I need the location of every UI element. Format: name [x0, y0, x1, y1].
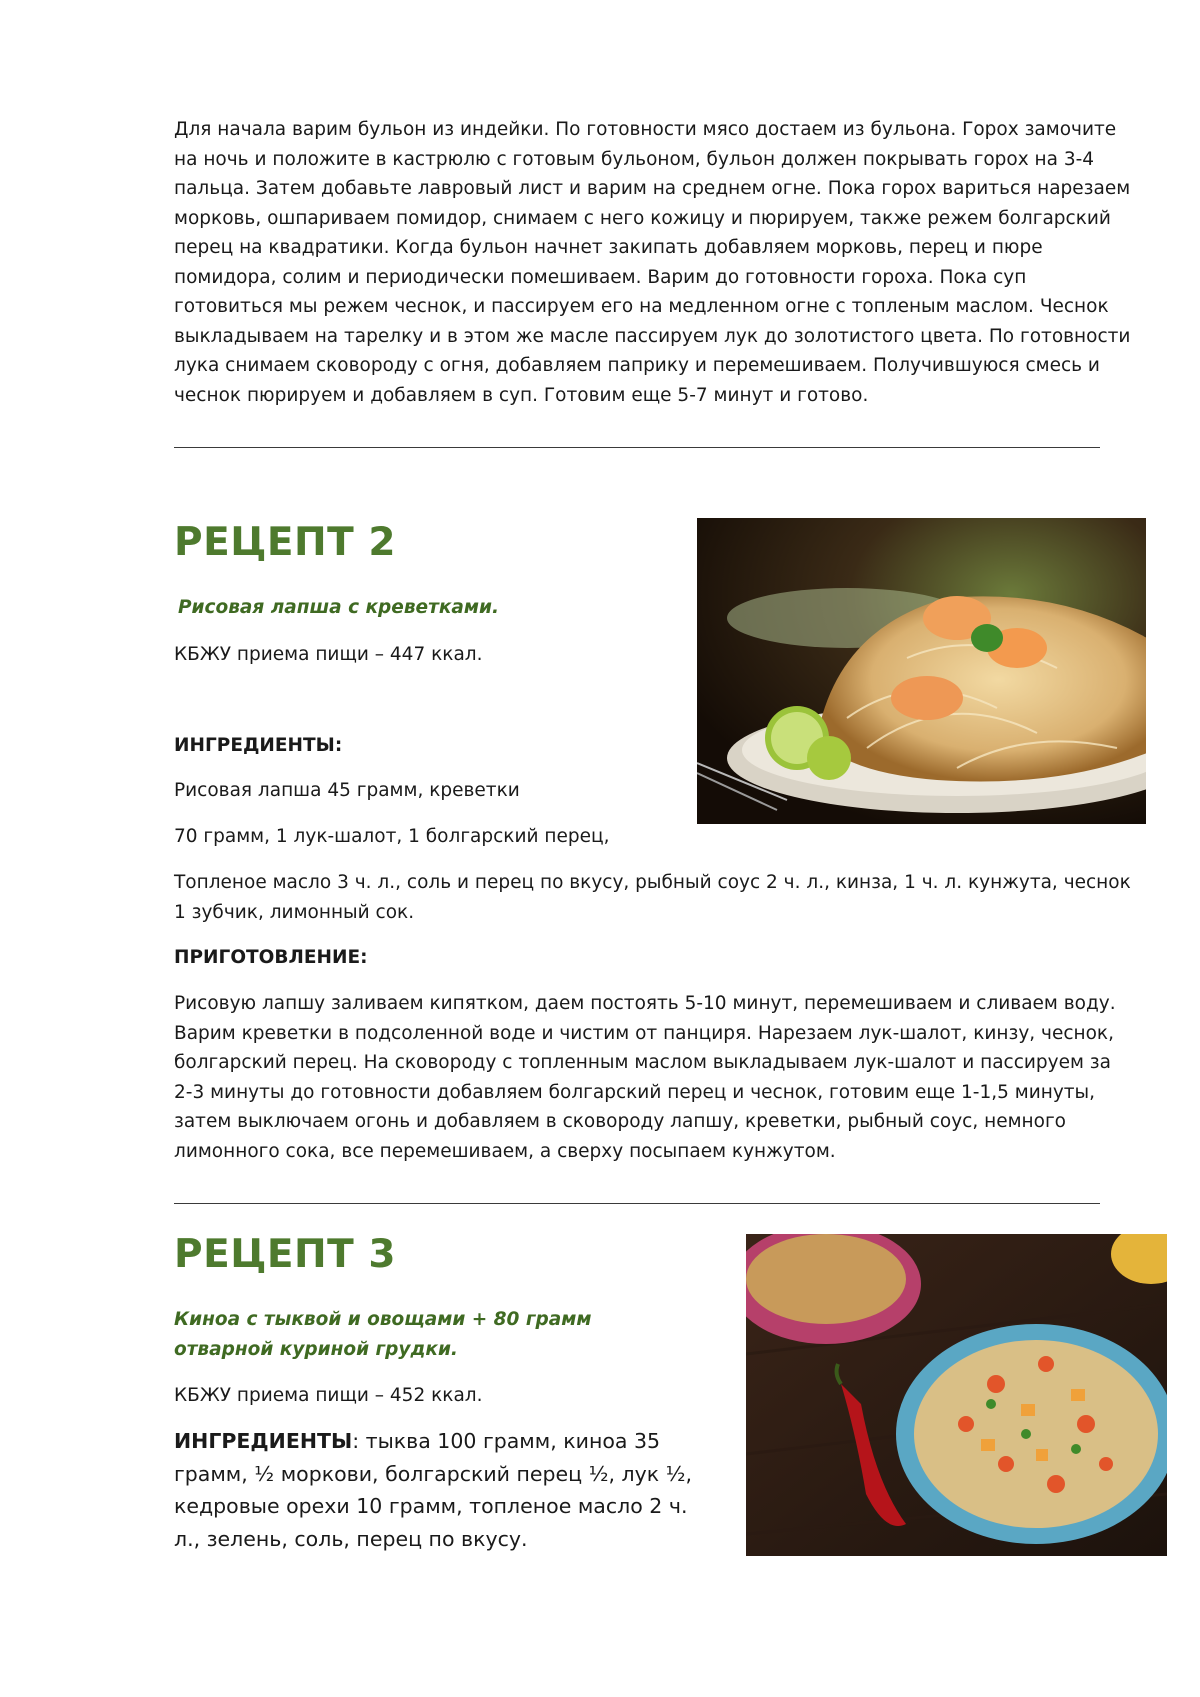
recipe-3-heading: РЕЦЕПТ 3 — [174, 1232, 397, 1277]
recipe-2-ingredients-line-3: Топленое масло 3 ч. л., соль и перец по вкусу, рыбный соус 2 ч. л., кинза, 1 ч. л. кунжута, чеснок 1 зубчик, лимонный сок. — [174, 872, 1131, 923]
recipe-2-heading: РЕЦЕПТ 2 — [174, 520, 397, 565]
recipe-2-preparation-label: ПРИГОТОВЛЕНИЕ: — [174, 947, 368, 968]
divider-line — [174, 1203, 1100, 1204]
recipe-2-ingredients-line-1: Рисовая лапша 45 грамм, креветки — [174, 780, 520, 801]
recipe-3-dish-name: Киноа с тыквой и овощами + 80 грамм отварной куриной грудки. — [174, 1309, 592, 1360]
recipe-2-ingredients-line-2: 70 грамм, 1 лук-шалот, 1 болгарский перец, — [174, 826, 610, 847]
quinoa-salad-photo — [746, 1234, 1167, 1556]
divider-line — [174, 447, 1100, 448]
intro-paragraph: Для начала варим бульон из индейки. По готовности мясо достаем из бульона. Горох замочите на ночь и положите в кастрюлю с готовым бульоном, бульон должен покрывать горох на 3-4 пальца. Затем добавьте лавровый лист и варим на среднем огне. Пока горох вариться нарезаем морковь, ошпариваем помидор, снимаем с него кожицу и пюрируем, также режем болгарский перец на квадратики. Когда бульон начнет закипать добавляем морковь, перец и пюре помидора, солим и периодически помешиваем. Варим до готовности гороха. Пока суп готовиться мы режем чеснок, и пассируем его на медленном огне с топленым маслом. Чеснок выкладываем на тарелку и в этом же масле пассируем лук до золотистого цвета. По готовности лука снимаем сковороду с огня, добавляем паприку и перемешиваем. Получившуюся смесь и чеснок пюрируем и добавляем в суп. Готовим еще 5-7 минут и готово. — [174, 119, 1131, 406]
recipe-3-kbju: КБЖУ приема пищи – 452 ккал. — [174, 1385, 483, 1406]
recipe-2-ingredients-label: ИНГРЕДИЕНТЫ: — [174, 735, 343, 756]
shrimp-noodles-photo — [697, 518, 1146, 824]
recipe-2-preparation-text: Рисовую лапшу заливаем кипятком, даем постоять 5-10 минут, перемешиваем и сливаем воду. Варим креветки в подсоленной воде и чистим от панциря. Нарезаем лук-шалот, кинзу, чеснок, болгарский перец. На сковороду с топленным маслом выкладываем лук-шалот и пассируем за 2-3 минуты до готовности добавляем болгарский перец и чеснок, готовим еще 1-1,5 минуты, затем выключаем огонь и добавляем в сковороду лапшу, креветки, рыбный соус, немного лимонного сока, все перемешиваем, а сверху посыпаем кунжутом. — [174, 993, 1116, 1162]
recipe-2-dish-name: Рисовая лапша с креветками. — [178, 597, 499, 618]
recipe-3-ingredients-label: ИНГРЕДИЕНТЫ — [174, 1429, 353, 1453]
recipe-3-ingredients — [174, 1425, 714, 1555]
recipe-3-ingredients-text: : тыква 100 грамм, киноа 35 грамм, ½ моркови, болгарский перец ½, лук ½, кедровые орехи 10 грамм, топленое масло 2 ч. л., зелень, соль, перец по вкусу. — [174, 1429, 693, 1551]
recipe-2-kbju: КБЖУ приема пищи – 447 ккал. — [174, 644, 483, 665]
